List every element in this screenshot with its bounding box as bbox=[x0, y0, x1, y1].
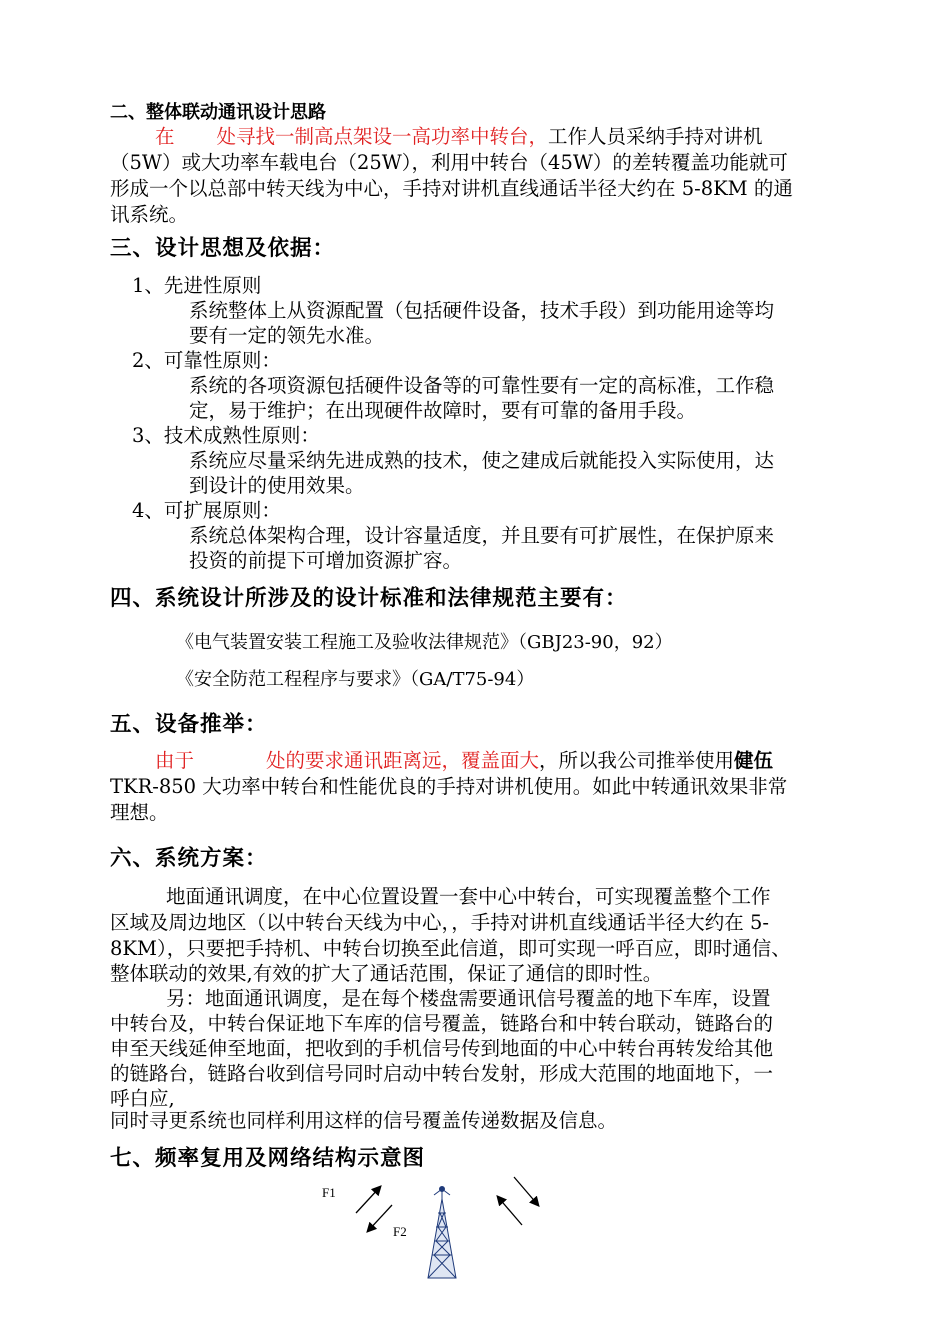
section-6-para2-line-5: 呼白应, bbox=[110, 1087, 175, 1110]
red-text-b: 处的要求通讯距离远，覆盖面大 bbox=[266, 749, 540, 772]
principle-1-line-2: 要有一定的领先水准。 bbox=[189, 324, 385, 347]
section-6-para1-line-3: 8KM），只要把手持机、中转台切换至此信道，即可实现一呼百应，即时通信、 bbox=[110, 937, 791, 960]
section-2-heading: 二、整体联动通讯设计思路 bbox=[110, 102, 326, 123]
radio-tower-icon bbox=[428, 1187, 456, 1279]
principle-2-title: 2、可靠性原则： bbox=[132, 349, 281, 372]
section-2-para-line-4: 讯系统。 bbox=[110, 203, 189, 226]
text-rest: 工作人员采纳手持对讲机 bbox=[548, 125, 763, 148]
principle-4-line-2: 投资的前提下可增加资源扩容。 bbox=[189, 549, 463, 572]
right-arrow-down-icon bbox=[514, 1177, 538, 1205]
section-4-heading: 四、系统设计所涉及的设计标准和法律规范主要有： bbox=[110, 586, 628, 611]
section-2-para-line-2: （5W）或大功率车载电台（25W），利用中转台（45W）的差转覆盖功能就可 bbox=[110, 151, 788, 174]
section-6-para1-line-4: 整体联动的效果,有效的扩大了通话范围，保证了通信的即时性。 bbox=[110, 962, 663, 985]
principle-3-line-1: 系统应尽量采纳先进成熟的技术，使之建成后就能投入实际使用，达 bbox=[189, 449, 775, 472]
section-2-para-line-1 bbox=[155, 124, 763, 150]
section-3-heading: 三、设计思想及依据： bbox=[110, 236, 336, 261]
label-f2: F2 bbox=[393, 1224, 407, 1239]
label-f1: F1 bbox=[322, 1185, 336, 1200]
principle-3-line-2: 到设计的使用效果。 bbox=[189, 474, 365, 497]
uplink-arrow-icon bbox=[356, 1187, 380, 1213]
section-5-heading: 五、设备推举： bbox=[110, 712, 268, 737]
red-text-a: 在 bbox=[155, 125, 175, 148]
red-text-b: 处寻找一制高点架设一高功率中转台， bbox=[216, 125, 549, 148]
principle-1-line-1: 系统整体上从资源配置（包括硬件设备，技术手段）到功能用途等均 bbox=[189, 299, 775, 322]
red-text-a: 由于 bbox=[155, 749, 195, 772]
section-2-para-line-3: 形成一个以总部中转天线为中心，手持对讲机直线通话半径大约在 5-8KM 的通 bbox=[110, 177, 793, 200]
section-6-para2-line-3: 申至天线延伸至地面，把收到的手机信号传到地面的中心中转台再转发给其他 bbox=[110, 1037, 774, 1060]
brand-name: 健伍 bbox=[734, 749, 774, 772]
section-5-line-1 bbox=[155, 748, 773, 774]
section-6-para3: 同时寻更系统也同样利用这样的信号覆盖传递数据及信息。 bbox=[110, 1109, 618, 1132]
principle-1-title: 1、先进性原则 bbox=[132, 274, 262, 297]
section-5-line-3: 理想。 bbox=[110, 801, 169, 824]
principle-2-line-2: 定，易于维护；在出现硬件故障时，要有可靠的备用手段。 bbox=[189, 399, 697, 422]
section-7-heading: 七、频率复用及网络结构示意图 bbox=[110, 1146, 426, 1171]
section-5-line-2: TKR-850 大功率中转台和性能优良的手持对讲机使用。如此中转通讯效果非常 bbox=[110, 775, 788, 798]
section-6-para1-line-2: 区域及周边地区（以中转台天线为中心，，手持对讲机直线通话半径大约在 5- bbox=[110, 911, 769, 934]
section-6-para2-line-4: 的链路台，链路台收到信号同时启动中转台发射，形成大范围的地面地下，一 bbox=[110, 1062, 774, 1085]
downlink-arrow-icon bbox=[368, 1205, 392, 1231]
principle-2-line-1: 系统的各项资源包括硬件设备等的可靠性要有一定的高标准，工作稳 bbox=[189, 374, 775, 397]
section-6-para2-line-1: 另：地面通讯调度，是在每个楼盘需要通讯信号覆盖的地下车库，设置 bbox=[166, 987, 771, 1010]
standard-1: 《电气装置安装工程施工及验收法律规范》（GBJ23-90，92） bbox=[176, 632, 673, 653]
principle-4-title: 4、可扩展原则： bbox=[132, 499, 281, 522]
right-arrow-up-icon bbox=[498, 1197, 522, 1225]
section-6-para2-line-2: 中转台及，中转台保证地下车库的信号覆盖，链路台和中转台联动，链路台的 bbox=[110, 1012, 774, 1035]
network-diagram bbox=[300, 1175, 560, 1285]
section-6-para1-line-1: 地面通讯调度，在中心位置设置一套中心中转台，可实现覆盖整个工作 bbox=[166, 885, 771, 908]
text-mid: ，所以我公司推举使用 bbox=[539, 749, 735, 772]
standard-2: 《安全防范工程程序与要求》（GA/T75-94） bbox=[176, 669, 535, 690]
principle-3-title: 3、技术成熟性原则： bbox=[132, 424, 320, 447]
principle-4-line-1: 系统总体架构合理，设计容量适度，并且要有可扩展性，在保护原来 bbox=[189, 524, 775, 547]
section-6-heading: 六、系统方案： bbox=[110, 846, 268, 871]
